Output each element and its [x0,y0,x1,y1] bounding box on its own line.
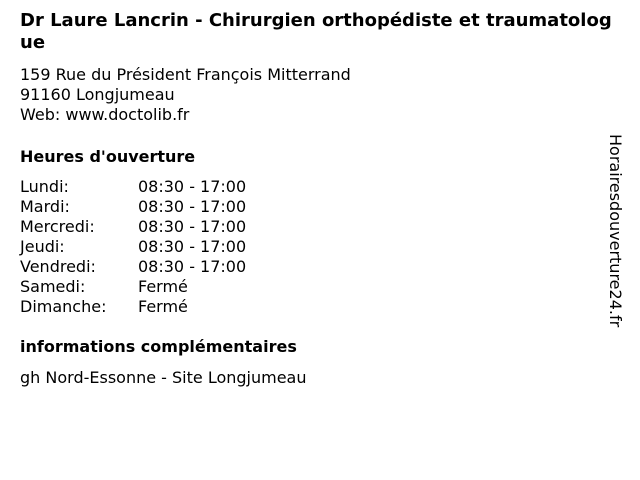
info-text: gh Nord-Essonne - Site Longjumeau [20,368,307,387]
hours-row-wednesday [20,217,620,237]
day-label: Lundi: [20,177,69,196]
time-value: Fermé [138,277,188,296]
day-label: Mercredi: [20,217,95,236]
day-label: Dimanche: [20,297,107,316]
business-card [20,10,620,388]
time-value: 08:30 - 17:00 [138,197,247,216]
hours-row-saturday [20,277,620,297]
hours-table [20,177,620,317]
day-label: Mardi: [20,197,70,216]
address-block [20,65,620,125]
day-label: Samedi: [20,277,86,296]
time-value: 08:30 - 17:00 [138,257,247,276]
time-value: 08:30 - 17:00 [138,217,247,236]
hours-row-tuesday [20,197,620,217]
site-watermark: Horairesdouverture24.fr [606,134,625,328]
day-label: Jeudi: [20,237,65,256]
hours-row-thursday [20,237,620,257]
page-title: Dr Laure Lancrin - Chirurgien orthopédiste et traumatologue [20,10,612,53]
hours-row-sunday [20,297,620,317]
info-heading: informations complémentaires [20,337,297,356]
street-address: 159 Rue du Président François Mitterrand [20,65,351,84]
day-label: Vendredi: [20,257,96,276]
time-value: 08:30 - 17:00 [138,237,247,256]
hours-row-friday [20,257,620,277]
website-line: Web: www.doctolib.fr [20,105,190,124]
time-value: Fermé [138,297,188,316]
hours-heading: Heures d'ouverture [20,147,196,166]
city-address: 91160 Longjumeau [20,85,175,104]
time-value: 08:30 - 17:00 [138,177,247,196]
hours-row-monday [20,177,620,197]
